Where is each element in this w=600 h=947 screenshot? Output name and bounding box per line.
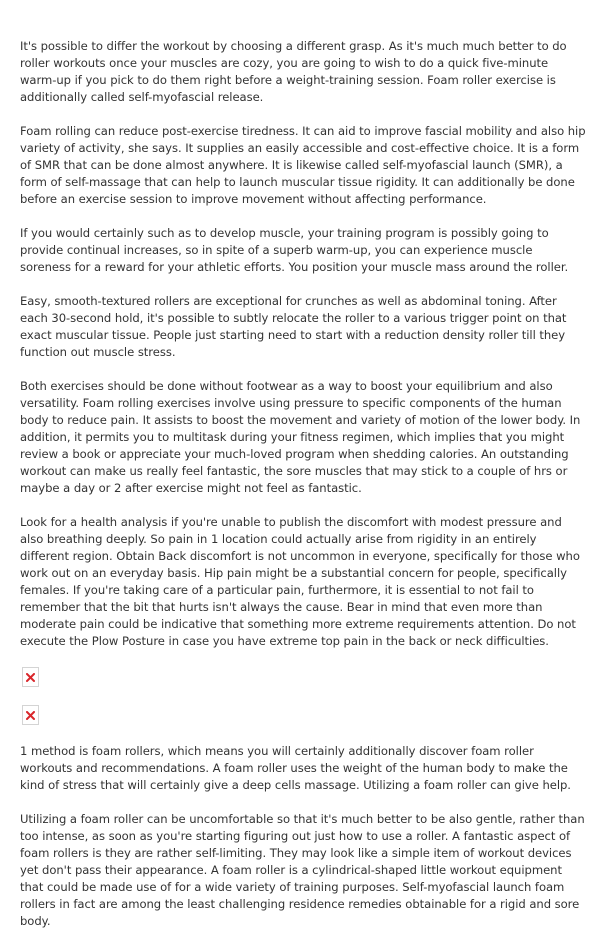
broken-image-icon: [26, 673, 35, 682]
paragraph-5: Both exercises should be done without footwear as a way to boost your equilibrium and also versatility. Foam rolling exercises involve using pressure to specific components of the human body to reduce pain. It assists to boost the movement and variety of motion of the lower body. In addition, it permits you to multitask during your fitness regimen, which implies that you might review a book or appreciate your much-loved program when shedding calories. An outstanding workout can make us really feel fantastic, the sore muscles that may stick to a couple of hrs or maybe a day or 2 after exercise might not feel as fantastic.: [20, 379, 581, 495]
broken-image-2: [22, 705, 39, 725]
paragraph-3: If you would certainly such as to develop muscle, your training program is possibly going to provide continual increases, so in spite of a superb warm-up, you can experience muscle soreness for a reward for your athletic efforts. You position your muscle mass around the roller.: [20, 226, 569, 274]
broken-image-1: [22, 667, 39, 687]
broken-image-icon: [26, 711, 35, 720]
paragraph-8: Utilizing a foam roller can be uncomfortable so that it's much better to be also gentle, rather than too intense, as soon as you're starting figuring out just how to use a roller. A fantastic aspect of foam rollers is they are rather self-limiting. They may look like a simple item of workout devices yet don't pass their appearance. A foam roller is a cylindrical-shaped little workout equipment that could be made use of for a wide variety of training purposes. Self-myofascial launch foam rollers in fact are among the least challenging residence remedies obtainable for a rigid and sore body.: [20, 812, 585, 928]
paragraph-2: Foam rolling can reduce post-exercise tiredness. It can aid to improve fascial mobility and also hip variety of activity, she says. It supplies an easily accessible and cost-effective choice. It is a form of SMR that can be done almost anywhere. It is likewise called self-myofascial launch (SMR), a form of self-massage that can help to launch muscular tissue rigidity. It can additionally be done before an exercise session to improve movement without affecting performance.: [20, 124, 586, 206]
paragraph-4: Easy, smooth-textured rollers are exceptional for crunches as well as abdominal toning. After each 30-second hold, it's possible to subtly relocate the roller to a various trigger point on that exact muscular tissue. People just starting need to start with a reduction density roller till they function out muscle stress.: [20, 294, 567, 359]
article-body: [20, 38, 586, 947]
paragraph-1: It's possible to differ the workout by choosing a different grasp. As it's much much better to do roller workouts once your muscles are cozy, you are going to wish to do a quick five-minute warm-up if you pick to do them right before a weight-training session. Foam roller exercise is additionally called self-myofascial release.: [20, 39, 567, 104]
paragraph-6: Look for a health analysis if you're unable to publish the discomfort with modest pressure and also breathing deeply. So pain in 1 location could actually arise from rigidity in an entirely different region. Obtain Back discomfort is not uncommon in everyone, specifically for those who work out on an everyday basis. Hip pain might be a substantial concern for people, specifically females. If you're taking care of a particular pain, furthermore, it is essential to not fail to remember that the bit that hurts isn't always the cause. Bear in mind that even more than moderate pain could be indicative that something more extreme requirements attention. Do not execute the Plow Posture in case you have extreme top pain in the back or neck difficulties.: [20, 515, 580, 648]
paragraph-7: 1 method is foam rollers, which means you will certainly additionally discover foam roller workouts and recommendations. A foam roller uses the weight of the human body to make the kind of stress that will certainly give a deep cells massage. Utilizing a foam roller can give help.: [20, 744, 571, 792]
